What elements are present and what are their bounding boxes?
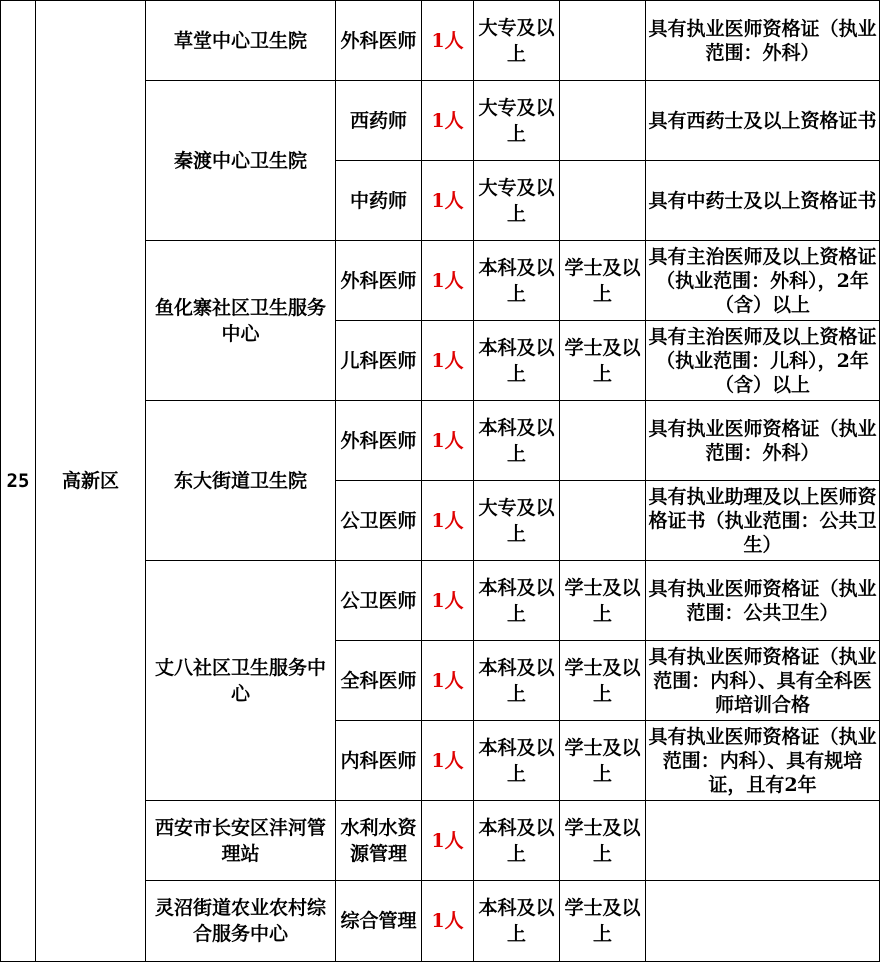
post-cell: 公卫医师 bbox=[336, 481, 422, 561]
education-cell: 大专及以上 bbox=[474, 1, 560, 81]
post-cell: 水利水资源管理 bbox=[336, 801, 422, 881]
requirement-cell: 具有执业医师资格证（执业范围：外科） bbox=[646, 401, 880, 481]
unit-cell: 西安市长安区沣河管理站 bbox=[146, 801, 336, 881]
unit-cell: 灵沼街道农业农村综合服务中心 bbox=[146, 881, 336, 962]
degree-cell bbox=[560, 481, 646, 561]
count-cell: 1人 bbox=[422, 161, 474, 241]
unit-cell: 东大街道卫生院 bbox=[146, 401, 336, 561]
education-cell: 本科及以上 bbox=[474, 881, 560, 962]
count-cell: 1人 bbox=[422, 561, 474, 641]
requirement-cell: 具有执业医师资格证（执业范围：公共卫生） bbox=[646, 561, 880, 641]
district-cell: 高新区 bbox=[36, 1, 146, 962]
table-row bbox=[1, 1, 880, 81]
requirement-cell: 具有执业助理及以上医师资格证书（执业范围：公共卫生） bbox=[646, 481, 880, 561]
education-cell: 本科及以上 bbox=[474, 561, 560, 641]
degree-cell bbox=[560, 401, 646, 481]
row-index-cell: 25 bbox=[1, 1, 36, 962]
count-cell: 1人 bbox=[422, 881, 474, 962]
count-cell: 1人 bbox=[422, 641, 474, 721]
degree-cell: 学士及以上 bbox=[560, 561, 646, 641]
degree-cell bbox=[560, 161, 646, 241]
degree-cell: 学士及以上 bbox=[560, 241, 646, 321]
requirement-cell: 具有中药士及以上资格证书 bbox=[646, 161, 880, 241]
education-cell: 本科及以上 bbox=[474, 401, 560, 481]
degree-cell bbox=[560, 81, 646, 161]
education-cell: 本科及以上 bbox=[474, 721, 560, 801]
count-cell: 1人 bbox=[422, 241, 474, 321]
unit-cell: 丈八社区卫生服务中心 bbox=[146, 561, 336, 801]
requirement-cell: 具有主治医师及以上资格证（执业范围：儿科），2年（含）以上 bbox=[646, 321, 880, 401]
requirement-cell: 具有执业医师资格证（执业范围：外科） bbox=[646, 1, 880, 81]
education-cell: 本科及以上 bbox=[474, 241, 560, 321]
post-cell: 儿科医师 bbox=[336, 321, 422, 401]
requirement-cell: 具有执业医师资格证（执业范围：内科）、具有全科医师培训合格 bbox=[646, 641, 880, 721]
count-cell: 1人 bbox=[422, 321, 474, 401]
unit-cell: 秦渡中心卫生院 bbox=[146, 81, 336, 241]
post-cell: 西药师 bbox=[336, 81, 422, 161]
education-cell: 大专及以上 bbox=[474, 161, 560, 241]
post-cell: 公卫医师 bbox=[336, 561, 422, 641]
count-cell: 1人 bbox=[422, 801, 474, 881]
requirement-cell: 具有执业医师资格证（执业范围：内科）、具有规培证，且有2年 bbox=[646, 721, 880, 801]
degree-cell bbox=[560, 1, 646, 81]
post-cell: 外科医师 bbox=[336, 1, 422, 81]
count-cell: 1人 bbox=[422, 401, 474, 481]
unit-cell: 草堂中心卫生院 bbox=[146, 1, 336, 81]
unit-cell: 鱼化寨社区卫生服务中心 bbox=[146, 241, 336, 401]
education-cell: 大专及以上 bbox=[474, 481, 560, 561]
count-cell: 1人 bbox=[422, 721, 474, 801]
degree-cell: 学士及以上 bbox=[560, 321, 646, 401]
degree-cell: 学士及以上 bbox=[560, 801, 646, 881]
post-cell: 综合管理 bbox=[336, 881, 422, 962]
degree-cell: 学士及以上 bbox=[560, 881, 646, 962]
post-cell: 全科医师 bbox=[336, 641, 422, 721]
post-cell: 外科医师 bbox=[336, 241, 422, 321]
requirement-cell: 具有主治医师及以上资格证（执业范围：外科），2年（含）以上 bbox=[646, 241, 880, 321]
requirement-cell bbox=[646, 881, 880, 962]
degree-cell: 学士及以上 bbox=[560, 641, 646, 721]
post-cell: 中药师 bbox=[336, 161, 422, 241]
post-cell: 外科医师 bbox=[336, 401, 422, 481]
education-cell: 大专及以上 bbox=[474, 81, 560, 161]
education-cell: 本科及以上 bbox=[474, 801, 560, 881]
education-cell: 本科及以上 bbox=[474, 641, 560, 721]
education-cell: 本科及以上 bbox=[474, 321, 560, 401]
requirement-cell bbox=[646, 801, 880, 881]
count-cell: 1人 bbox=[422, 1, 474, 81]
count-cell: 1人 bbox=[422, 481, 474, 561]
post-cell: 内科医师 bbox=[336, 721, 422, 801]
requirement-cell: 具有西药士及以上资格证书 bbox=[646, 81, 880, 161]
degree-cell: 学士及以上 bbox=[560, 721, 646, 801]
count-cell: 1人 bbox=[422, 81, 474, 161]
